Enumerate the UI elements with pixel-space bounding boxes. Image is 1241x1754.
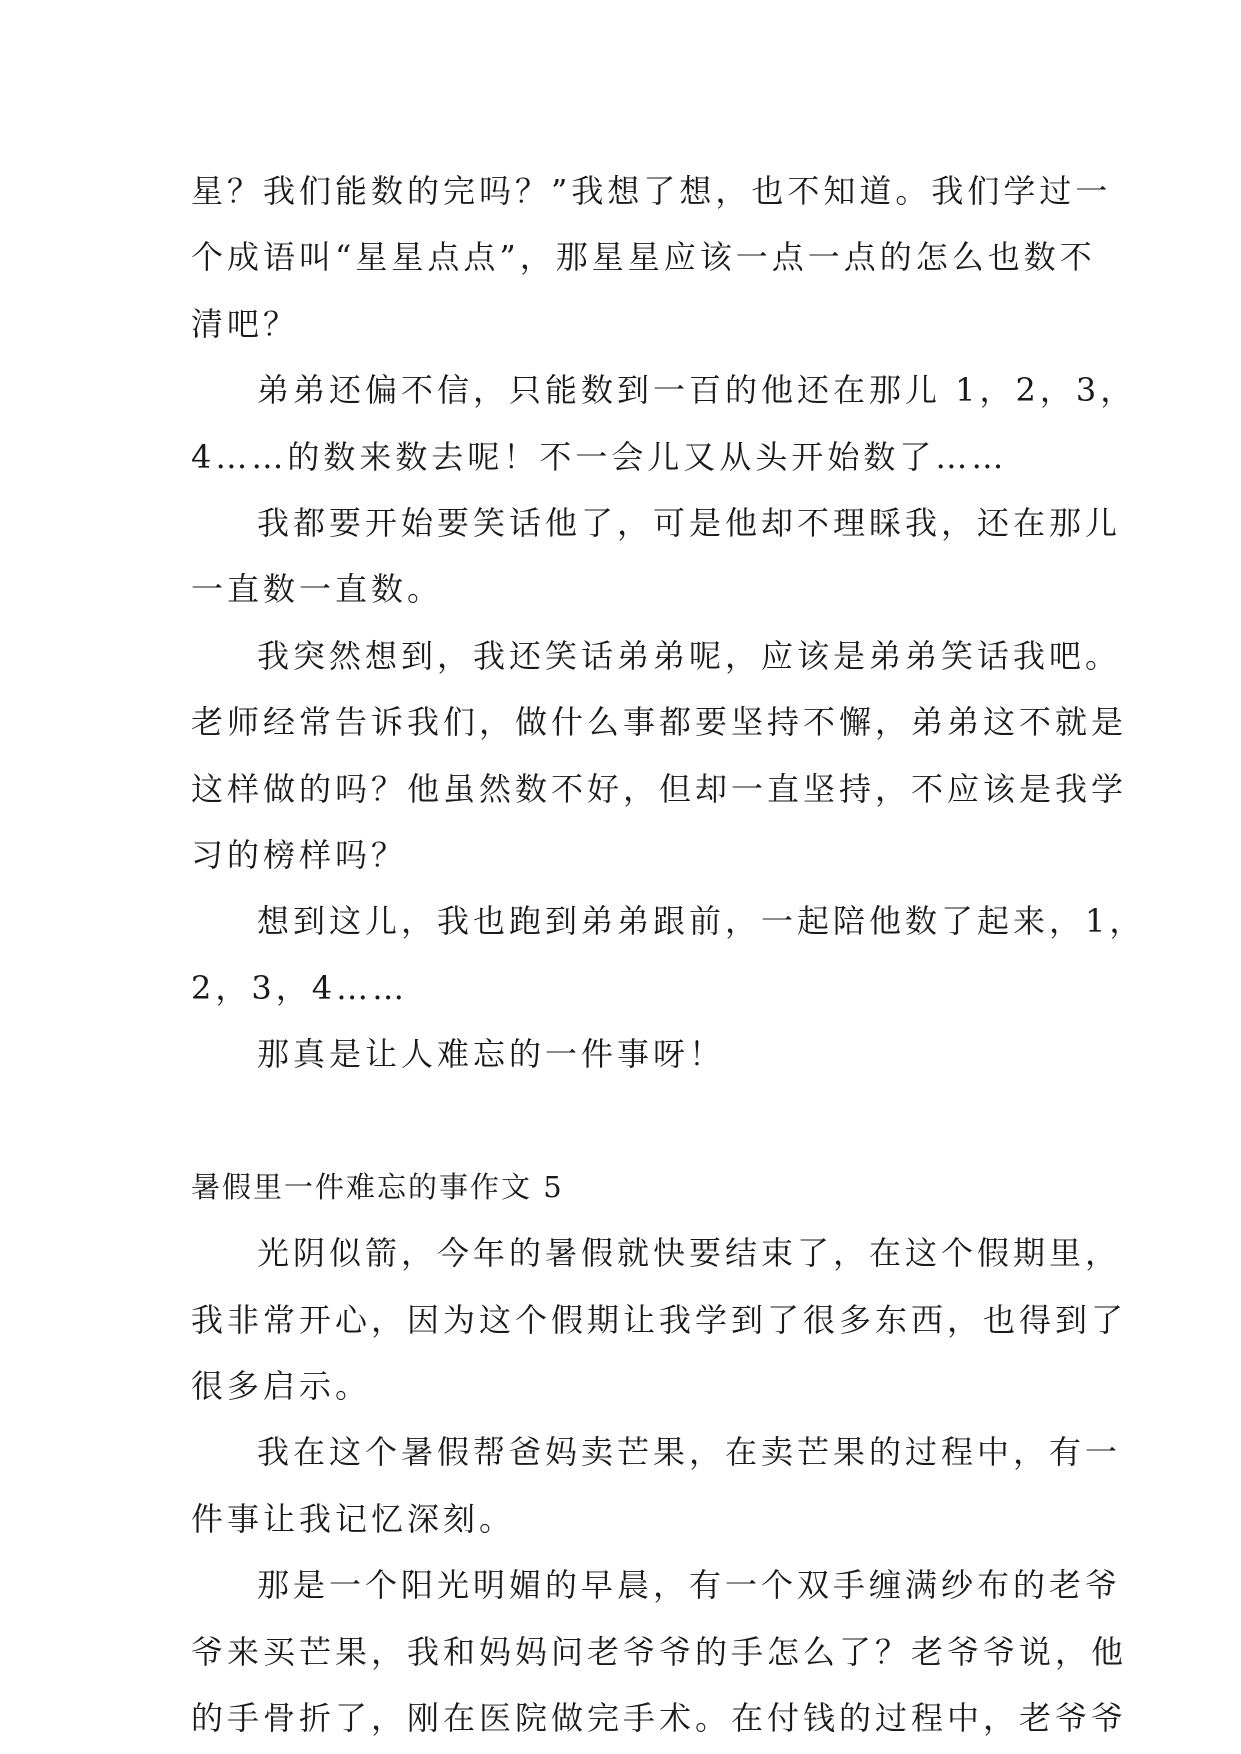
text-line: 个成语叫“星星点点”，那星星应该一点一点的怎么也数不 (191, 238, 1096, 277)
text-line: 我在这个暑假帮爸妈卖芒果，在卖芒果的过程中，有一 (257, 1433, 1122, 1472)
text-line: 件事让我记忆深刻。 (191, 1499, 516, 1538)
paragraph (191, 623, 1128, 889)
text-line: 一直数一直数。 (191, 570, 444, 609)
text-line: 那真是让人难忘的一件事呀！ (257, 1035, 726, 1074)
paragraph (191, 490, 1122, 623)
paragraph (191, 158, 1112, 357)
text-line: 弟弟还偏不信，只能数到一百的他还在那儿 1，2，3， (257, 371, 1137, 410)
text-line: 想到这儿，我也跑到弟弟跟前，一起陪他数了起来，1， (257, 902, 1146, 941)
text-line: 老师经常告诉我们，做什么事都要坚持不懈，弟弟这不就是 (191, 703, 1128, 742)
text-line: 我突然想到，我还笑话弟弟呢，应该是弟弟笑话我吧。 (257, 636, 1122, 675)
text-line: 很多启示。 (191, 1367, 372, 1406)
paragraph (191, 357, 1137, 490)
paragraph (191, 888, 1146, 1021)
text-line: 这样做的吗？他虽然数不好，但却一直坚持，不应该是我学 (191, 769, 1128, 808)
text-line: 的手骨折了，刚在医院做完手术。在付钱的过程中，老爷爷 (191, 1698, 1128, 1737)
text-line: 清吧？ (191, 304, 300, 343)
text-line: 习的榜样吗？ (191, 835, 408, 874)
text-line: 我都要开始要笑话他了，可是他却不理睬我，还在那儿 (257, 503, 1122, 542)
section-title: 暑假里一件难忘的事作文 5 (191, 1169, 564, 1204)
paragraph (191, 1021, 1071, 1087)
text-line: 2，3，4…… (191, 968, 409, 1007)
text-line: 4……的数来数去呢！不一会儿又从头开始数了…… (191, 437, 1008, 476)
paragraph (191, 1419, 1122, 1552)
text-line: 我非常开心，因为这个假期让我学到了很多东西，也得到了 (191, 1300, 1128, 1339)
document-body (191, 158, 1146, 1751)
paragraph (191, 1220, 1128, 1419)
text-line: 星？我们能数的完吗？”我想了想，也不知道。我们学过一 (191, 172, 1112, 210)
text-line: 那是一个阳光明媚的早晨，有一个双手缠满纱布的老爷 (257, 1566, 1122, 1605)
paragraph (191, 1552, 1128, 1751)
text-line: 光阴似箭，今年的暑假就快要结束了，在这个假期里， (257, 1234, 1122, 1273)
blank-line (191, 1087, 1071, 1153)
text-line: 爷来买芒果，我和妈妈问老爷爷的手怎么了？老爷爷说，他 (191, 1632, 1128, 1671)
